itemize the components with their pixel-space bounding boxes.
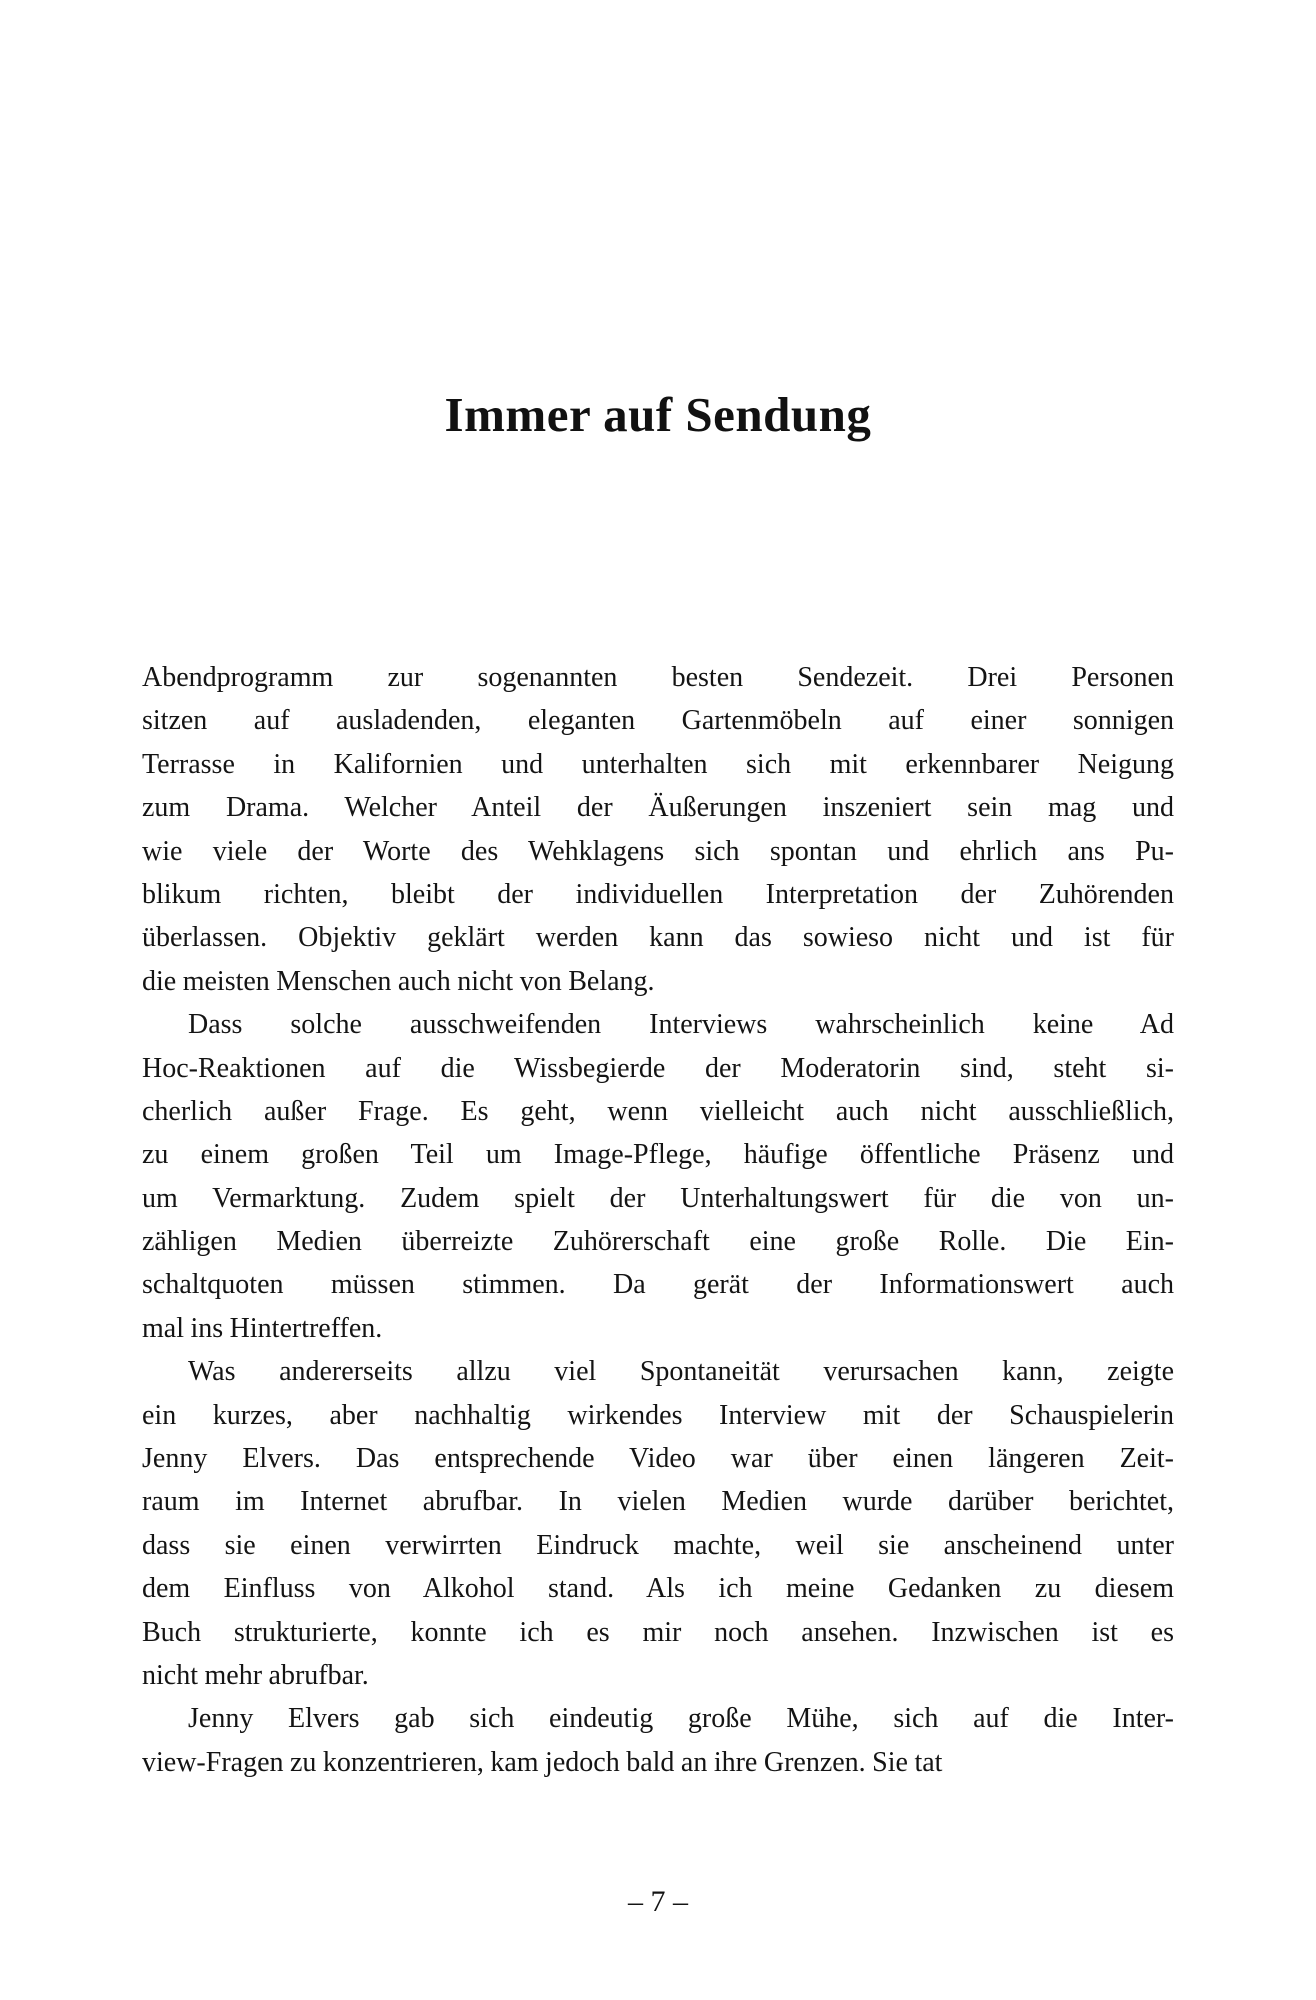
text-line: nicht mehr abrufbar. bbox=[142, 1659, 369, 1691]
text-line: um Vermarktung. Zudem spielt der Unterhaltungswert für die von un- bbox=[142, 1182, 1174, 1214]
text-line: dem Einfluss von Alkohol stand. Als ich meine Gedanken zu diesem bbox=[142, 1573, 1174, 1605]
text-line: cherlich außer Frage. Es geht, wenn vielleicht auch nicht ausschließlich, bbox=[142, 1095, 1174, 1127]
text-line: Buch strukturierte, konnte ich es mir noch ansehen. Inzwischen ist es bbox=[142, 1616, 1174, 1648]
text-line: raum im Internet abrufbar. In vielen Medien wurde darüber berichtet, bbox=[142, 1486, 1174, 1518]
text-line: zähligen Medien überreizte Zuhörerschaft eine große Rolle. Die Ein- bbox=[142, 1226, 1174, 1258]
text-line: wie viele der Worte des Wehklagens sich spontan und ehrlich ans Pu- bbox=[142, 835, 1174, 867]
text-line: überlassen. Objektiv geklärt werden kann das sowieso nicht und ist für bbox=[142, 922, 1174, 954]
text-line: ein kurzes, aber nachhaltig wirkendes Interview mit der Schauspielerin bbox=[142, 1399, 1174, 1431]
text-line: zum Drama. Welcher Anteil der Äußerungen inszeniert sein mag und bbox=[142, 792, 1174, 824]
text-line: Hoc-Reaktionen auf die Wissbegierde der Moderatorin sind, steht si- bbox=[142, 1052, 1174, 1084]
text-line: Abendprogramm zur sogenannten besten Sendezeit. Drei Personen bbox=[142, 662, 1174, 693]
text-line: Was andererseits allzu viel Spontaneität verursachen kann, zeigte bbox=[188, 1356, 1174, 1388]
text-line: sitzen auf ausladenden, eleganten Gartenmöbeln auf einer sonnigen bbox=[142, 705, 1174, 737]
text-line: Dass solche ausschweifenden Interviews wahrscheinlich keine Ad bbox=[188, 1009, 1174, 1041]
text-line: zu einem großen Teil um Image-Pflege, häufige öffentliche Präsenz und bbox=[142, 1139, 1174, 1171]
text-line: schaltquoten müssen stimmen. Da gerät der Informationswert auch bbox=[142, 1269, 1174, 1301]
text-line: blikum richten, bleibt der individuellen Interpretation der Zuhörenden bbox=[142, 878, 1174, 910]
text-line: Jenny Elvers. Das entsprechende Video war über einen längeren Zeit- bbox=[142, 1443, 1174, 1475]
text-line: mal ins Hintertreffen. bbox=[142, 1312, 383, 1344]
text-line: Jenny Elvers gab sich eindeutig große Mühe, sich auf die Inter- bbox=[188, 1703, 1174, 1735]
text-line: dass sie einen verwirrten Eindruck machte, weil sie anscheinend unter bbox=[142, 1529, 1174, 1561]
body-text bbox=[142, 656, 1174, 1784]
text-line: Terrasse in Kalifornien und unterhalten sich mit erkennbarer Neigung bbox=[142, 748, 1174, 780]
page-number: – 7 – bbox=[628, 1885, 688, 1918]
text-line: view-Fragen zu konzentrieren, kam jedoch bald an ihre Grenzen. Sie tat bbox=[142, 1746, 943, 1778]
chapter-title: Immer auf Sendung bbox=[444, 387, 872, 442]
text-line: die meisten Menschen auch nicht von Belang. bbox=[142, 965, 655, 997]
